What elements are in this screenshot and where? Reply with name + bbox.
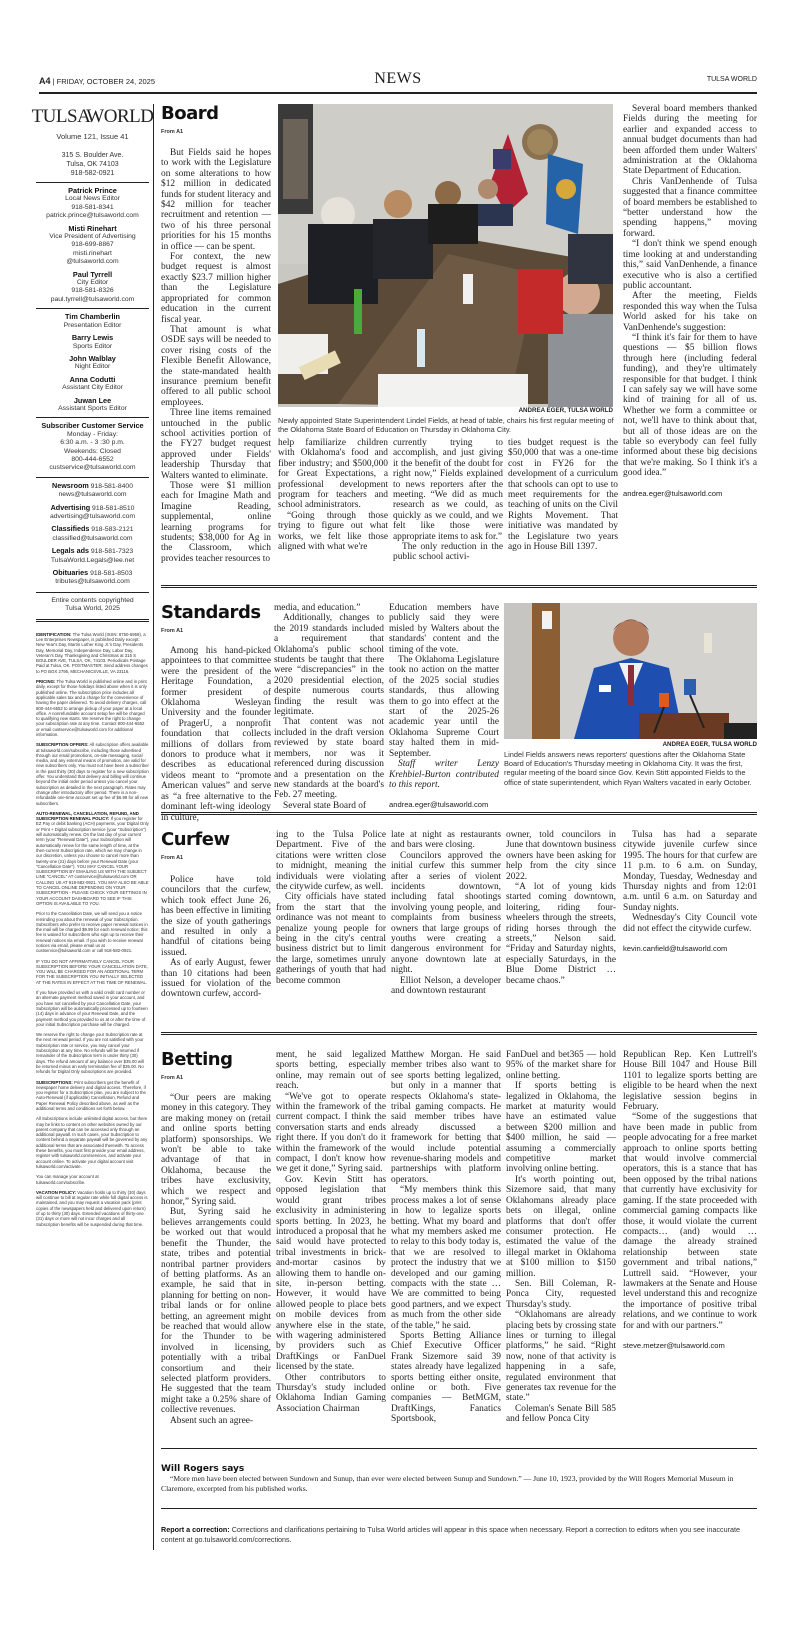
email-link[interactable]: misti.rinehart @tulsaworld.com [66,249,119,266]
legal-paragraph: IDENTIFICATION: The Tulsa World (ISSN: 8750-5959), a Lee Enterprises Newspaper, is published Daily except: New Year's Day, Martin Luther King Jr.'s Day, Presidents Day, Memorial Day, Independence Day, Labor Day, Veteran's Day, Thanksgiving and Christmas at 315 S BOULDER AVE, TULSA, OK, 74103. Periodicals Postage Paid at Tulsa, OK. POSTMASTER: Send address changes to PO BOX 2795, MECHANICSVILLE, VA 23116. [36,631,148,674]
contact-legals: Legals ads 918-581-7323 TulsaWorld.Legals@lee.net [36,547,149,565]
staff-entry: Misti Rinehart Vice President of Advertising 918-699-8867 misti.rinehart @tulsaworld.com [36,225,149,267]
legal-paragraph: VACATION POLICY: Vacation holds up to thirty (30) days will continue to bill at regular rate while full digital access is maintained, and you may request a vacation pack (print copies of the newspapers held and delivered upon return) of up to thirty (30) days. Extended vacations of thirty-one (31) days or more will not incur charges and all Subscription benefits will be suspended during that time. [36,1189,148,1227]
staff-group-senior [36,187,149,309]
email-link[interactable]: tributes@tulsaworld.com [55,578,130,586]
volume-issue: Volume 121, Issue 41 [56,132,129,141]
copyright-notice: Entire contents copyrighted Tulsa World, 2025 [36,592,149,622]
legal-paragraph: PRICING: The Tulsa World is published online and in print daily, except for those holidays listed above when it is only published online. The subscription price includes all applicable sales tax and a charge for the convenience of having the paper delivered. To avoid delivery charges, call 800-444-6552 to arrange pickup of your paper at a local office. A nonrefundable account setup fee will be charged to qualifying new starts. We reserve the right to change your subscription rate at any time. Contact 800-444-6552 or email custservice@tulsaworld.com for additional information. [36,679,147,737]
board-meeting-image [278,104,613,407]
section-divider [161,1032,757,1036]
fields-press-image [504,603,757,739]
contact-advertising: Advertising 918-581-8510 advertising@tulsaworld.com [36,504,149,522]
author-email[interactable]: steve.metzer@tulsaworld.com [623,1340,725,1350]
betting-column-3: Matthew Morgan. He said member tribes also want to see sports betting legalized, but only in a manner that respects Oklahoma's state-tribal gaming compacts. He said member tribes have already discussed a framework for betting that would include potential revenue-sharing models and partnerships with platform operators. “My members think this process makes a lot of sense in how to legalize sports betting. What my board and what my members asked me to relay to this body today is, that we are resolved to protect the industry that we developed and our gaming compacts with the state … We are committed to being good partners, and we expect as much from the other side of the table,” he said. Sports Betting Alliance Chief Executive Officer Frank Sizemore said 39 states already have legalized sports betting either onsite, online or both. Five companies — BetMGM, DraftKings, Fanatics Sportsbook, [391,1050,501,1425]
board-column-2: help familiarize children with Oklahoma's food and fiber industry; and $500,000 for Great Expectations, a professional development program for teachers and school administrators. “Going through those trying to figure out what works, we felt like those aligned with what we're [278,438,388,553]
department-contacts [36,482,149,587]
board-column-3: currently trying to accomplish, and just giving it the benefit of the doubt for right now,” Fields explained to news reporters after the meeting. “We did as much research as we could, as quickly as we could, and we felt like those were appropriate items to ask for.” The only reduction in the public school activi- [393,438,503,563]
betting-column-5: Republican Rep. Ken Luttrell's House Bill 1047 and House Bill 1101 to legalize sports betting are eligible to be heard when the next legislative session begins in February. “Some of the suggestions that have been made in public from people advocating for a free market approach to online sports betting that would involve commercial operators, this is a stance that has been opposed by the tribal nations that currently have exclusivity for gaming. If the state proceeded with commercial gaming compacts like those, it would violate the current compacts… (and) would … damage the already strained relationship between state government and tribal nations,” Luttrell said. “However, your lawmakers at the Senate and House level understand this and recognize the importance of positive tribal relations, and we continue to work for and with our partners.” steve.metzer@tulsaworld.com [623,1050,757,1350]
staff-entry: Anna Codutti Assistant City Editor [62,374,123,392]
photo-caption: Newly appointed State Superintendent Lindel Fields, at head of table, chairs his first regular meeting of the Oklahoma State Board of Education on Thursday in Oklahoma City. [278,416,614,435]
article-headline: Standards [161,602,261,623]
email-link[interactable]: paul.tyrrell@tulsaworld.com [50,295,135,303]
section-divider [161,1448,757,1449]
article-headline: Board [161,103,219,124]
legal-paragraph: All Subscriptions include unlimited digital access, but there may be links to content on other websites owned by our parent company that can be accessed only through an additional paywall. In such cases, your Subscription to content behind a separate paywall will be governed by any additional terms that are associated therewith. To access these benefits, you must first provide your email address, register with tulsaworld.com/services, and activate your account online. To activate your digital account visit tulsaworld.com/activate. [36,1116,148,1169]
email-link[interactable]: TulsaWorld.Legals@lee.net [50,556,135,564]
tulsa-world-logo: TULSA WORLD [31,106,154,127]
jump-line: From A1 [161,855,184,861]
correction-notice [161,1525,757,1544]
page-folio: A4 | FRIDAY, OCTOBER 24, 2025 [39,76,156,86]
photo-credit: ANDREA EGER, TULSA WORLD [518,407,613,414]
legal-paragraph: You can manage your account at tulsaworld.com/subscribe. [36,1174,99,1185]
author-email[interactable]: andrea.eger@tulsaworld.com [389,800,489,810]
board-column-5: Several board members thanked Fields during the meeting for earlier and expanded access to annual budget documents than had been afforded them under Walters' administration at the Oklahoma State Department of Education. Chris VanDenhende of Tulsa suggested that a finance committee of board members be established to “better understand how the spending happens,” moving forward. “I don't think we spend enough time looking at and understanding this,” said VanDenhende, a finance executive who is also a certified public accountant. After the meeting, Fields responded this way when the Tulsa World asked for his take on VanDenhende's suggestion: “I think it's fair for them to have questions — $5 billion flows through here (including federal funding), and they're ultimately responsible for that budget. I think I can safely say we will have some kind of training for all of us. Whether we form a committee or not, we'll have to think about that, but all of those ideas are on the table so everybody can feel fully informed about these big decisions that we're making. So I think it's a good idea.” andrea.eger@tulsaworld.com [623,104,757,498]
fields-press-photo [504,603,757,739]
legal-paragraph: We reserve the right to change your Subscription rate at the next renewal period. If you are not satisfied with your Subscription rate or service, you may cancel your Subscription at any time. No refunds will be returned if remainder of the Subscription term is under thirty (30) days. The refund amount of any balance over $35.00 will be returned minus an early termination fee of $35.00. No refunds for Digital Only subscriptions are provided. [36,1032,144,1075]
staff-entry: Paul Tyrrell City Editor 918-581-8326 paul.tyrrell@tulsaworld.com [36,271,149,305]
author-email[interactable]: kevin.canfield@tulsaworld.com [623,944,728,954]
email-link[interactable]: classified@tulsaworld.com [52,534,133,542]
legal-paragraph: Prior to the Cancellation Date, we will send you a notice reminding you about the renewal of your Subscription. Subscribers who prefer to receive paper renewal notices in the mail will be charged $9.99 for each renewal notice; this fee is waived for subscribers who sign up to receive their renewal notices via email. If you wish to receive renewal notices via email, please email us at custservice@tulsaworld.com or call 918-582-0921. [36,911,148,954]
standards-column-2: media, and education.” Additionally, changes to the 2019 standards included a requirement that Oklahoma's public school students be taught that there were “discrepancies” in the 2020 presidential election, despite numerous courts finding the result was legitimate. That content was not included in the draft version reviewed by state board members, nor was it referenced during discussion and a presentation on the new standards at the board's Feb. 27 meeting. Several state Board of [274,603,384,811]
contact-classifieds: Classifieds 918-583-2121 classified@tulsaworld.com [36,525,149,543]
curfew-column-3: late at night as restaurants and bars were closing. Councilors approved the initial curfew this summer after a series of violent incidents downtown, including fatal shootings involving young people, and complaints from business owners that large groups of youths were creating a dangerous environment for anyone downtown late at night. Elliot Nelson, a developer and downtown restaurant [391,830,501,997]
article-headline: Betting [161,1049,233,1070]
section-divider [161,585,757,589]
jump-line: From A1 [161,1075,184,1081]
staff-entry: John Walblay Night Editor [69,353,116,371]
contact-obituaries: Obituaries 918-581-8503 tributes@tulsaworld.com [36,569,149,587]
email-link[interactable]: advertising@tulsaworld.com [49,513,136,520]
board-column-4: ties budget request is the $50,000 that was a one-time cost in FY26 for the development of a curriculum that schools can opt to use to meet requirements for the teaching of units on the Civil Rights Movement. That initiative was mandated by the Legislature two years ago in House Bill 1397. [508,438,618,553]
customer-service: Subscriber Customer Service Monday - Friday: 6:30 a.m. - 3 :30 p.m. Weekends: Closed 800-444-6552 custservice@tulsaworld.com [36,422,149,477]
will-rogers-quote: “More men have been elected between Sundown and Sunup, than ever were elected between Sunup and Sundown.” — June 10, 1923, provided by the Will Rogers Memorial Museum in Claremore, excerpted from his published works. [161,1474,734,1493]
legal-paragraph: IF YOU DO NOT AFFIRMATIVELY CANCEL YOUR SUBSCRIPTION BEFORE YOUR CANCELLATION DATE, YOU WILL BE CHARGED FOR AN ADDITIONAL TERM FOR THE SUBSCRIPTION YOU INITIALLY SELECTED AT THE RATES IN EFFECT AT THE TIME OF RENEWAL. [36,958,148,985]
betting-column-1: “Our peers are making money in this category. They are making money on (retail and online sports betting platform) sponsorships. We won't be able to take advantage of that in Oklahoma, because the tribes have exclusivity, which we respect and honor,” Syring said. But, Syring said he believes arrangements could be worked out that would benefit the Thunder, the state, tribes and potential nontribal partner providers of betting platforms. As an example, he said that in planning for betting on non-tribal lands or for online betting, an agreement might be reached that would allow for the Thunder to be involved in licensing, potentially with a tribal consortium and their selected platform providers. He suggested that the team might take a 0.25% share of collective revenues. Absent such an agree- [161,1093,271,1426]
curfew-column-5: Tulsa has had a separate citywide juvenile curfew since 1995. The hours for that curfew are 11 p.m. to 6 a.m. on Sunday, Monday, Tuesday, Wednesday and Thursday nights and from 12:01 a.m. until 6 a.m. on Saturday and Sunday nights. Wednesday's City Council vote did not effect the citywide curfew. kevin.canfield@tulsaworld.com [623,830,757,954]
staff-sidebar [31,104,154,1232]
email-link[interactable]: custservice@tulsaworld.com [49,464,136,472]
curfew-column-2: ing to the Tulsa Police Department. Five of the citations were written close to midnight, meaning the individuals were violating the citywide curfew, as well. City officials have stated from the start that the ordinance was not meant to penalize young people for being in the city's central business district but to limit the large, sometimes unruly gatherings of youth that had become common [276,830,386,986]
contributor-note: Staff writer Lenzy Krehbiel-Burton contributed to this report. [389,759,499,790]
page-date: FRIDAY, OCTOBER 24, 2025 [56,77,156,86]
page-header [39,70,757,94]
email-link[interactable]: patrick.prince@tulsaworld.com [46,212,139,220]
legal-paragraph: SUBSCRIPTIONS: Print subscribers get the benefit of newspaper home delivery and digital access. Therefore, if you register for a Subscription plan, you are subject to the Auto-Renewal (if applicable) Cancellation, Refund and Paper Renewal Policy described above, as well as the additional terms and conditions set forth below. [36,1079,146,1111]
legal-paragraph: If you have provided us with a valid credit card number or an alternate payment method saved in your account, and you have not cancelled by your Cancellation Date, your Subscription will be automatically processed up to fourteen (14) days in advance of your Renewal Date, and the payment method you provided to us at or after the time of your initial Subscription purchase will be charged. [36,990,148,1027]
office-address: 315 S. Boulder Ave. Tulsa, OK 74103 918-582-0921 [36,151,149,183]
page-number: A4 [39,76,51,86]
correction-text: Corrections and clarifications pertaining to Tulsa World articles will appear in this space when necessary. Report a correction to editors when you see inaccurate content at go.tulsaworld.com/corrections. [161,1525,740,1544]
legal-paragraph: SUBSCRIPTION OFFERS: All subscription offers available at tulsaworld.com/subscribe, including those advertised through our email promotions, on-site messaging, social media, and any external means of promotion, are valid for new subscribers only. You must not have been a subscriber in the past thirty (30) days to register for a new subscription offer. You understand that delivery and billing will continue beyond the initial order period unless you cancel your subscription as detailed in the next paragraph. Rates may change after introductory offer period. There is a non-refundable one-time account set up fee of $6.99 for all new subscribers. [36,742,149,806]
article-headline: Curfew [161,829,230,850]
will-rogers-title: Will Rogers says [161,1464,245,1474]
standards-column-1: Among his hand-picked appointees to that committee were the president of the Heritage Foundation, a former president of Oklahoma Wesleyan University and the founder of PragerU, a nonprofit foundation that collects millions of dollars from donors to produce what it describes as educational videos meant to “promote American values” and serve as “a free alternative to the dominant left-wing ideology in culture, [161,646,271,823]
paper-name: TULSA WORLD [706,76,757,83]
section-divider [161,812,757,816]
email-link[interactable]: news@tulsaworld.com [58,491,127,499]
photo-credit: ANDREA EGER, TULSA WORLD [662,741,757,748]
contact-newsroom: Newsroom 918-581-8400 news@tulsaworld.com [36,482,149,500]
staff-entry: Tim Chamberlin Presentation Editor [63,312,122,329]
section-divider [161,1508,757,1509]
sidebar-divider [153,104,154,1550]
curfew-column-4: owner, told councilors in June that downtown business owners have been asking for help from the city since 2022. “A lot of young kids started coming downtown, loitering, riding four-wheelers through the streets, riding horses through the streets,” Nelson said. “Friday and Saturday nights, especially Saturdays, in the Blue Dome District … became chaos.” [506,830,616,986]
photo-caption: Lindel Fields answers news reporters' questions after the Oklahoma State Board of Education's Thursday meeting in Oklahoma City. It was the first, regular meeting of the board since Gov. Kevin Stitt appointed Fields to the office of state superintendent, which Ryan Walters vacated in early October. [504,750,752,787]
section-title: NEWS [374,70,422,87]
jump-line: From A1 [161,129,184,135]
staff-entry: Juwan Lee Assistant Sports Editor [58,395,127,412]
will-rogers-box [161,1464,757,1493]
staff-entry: Patrick Prince Local News Editor 918-581-8341 patrick.prince@tulsaworld.com [36,187,149,221]
board-meeting-photo [278,104,613,407]
curfew-column-1: Police have told councilors that the curfew, which took effect June 26, has been effective in limiting the size of youth gatherings and resulted in only a handful of citations being issued. As of early August, fewer than 10 citations had been issued for violation of the downtown curfew, accord- [161,875,271,1000]
legal-paragraph: AUTO-RENEWAL, CANCELLATION, REFUND, AND SUBSCRIPTION RENEWAL POLICY: If you register for EZ Pay or debit banking (ACH) payments, your Digital Only or Print + Digital subscription service (your "Subscription") will automatically renew. On the last day of your current term (your "Renewal Date"), your Subscription will automatically renew for the same length of time, at the then-current Subscription rate, which we may change in our discretion, unless you choose to cancel more than twenty-one (21) days before your Renewal Date (your "Cancellation Date"). YOU MAY CANCEL YOUR SUBSCRIPTION BY EMAILING US WITH THE SUBJECT LINE "CANCEL" AT custservice@tulsaworld.com OR CALLING US AT 918-582-0921. YOU MAY ALSO BE ABLE TO CANCEL ONLINE DEPENDING ON YOUR SUBSCRIPTION - PLEASE CHECK YOUR SETTINGS IN YOUR ACCOUNT DASHBOARD TO SEE IF THIS OPTION IS AVAILABLE TO YOU. [36,810,149,906]
jump-line: From A1 [161,628,184,634]
betting-column-2: ment, he said legalized sports betting, especially online, may remain out of reach. “We've got to operate within the framework of the current compact. I think the conversation starts and ends right there. If you don't do it within the framework of the compact, I don't know how we get it done,” Syring said. Gov. Kevin Stitt has opposed legislation that would grant tribes exclusivity in administering sports betting. In 2023, he introduced a proposal that he said would have protected tribal investments in brick-and-mortar casinos by allowing them to handle on-site, in-person betting. However, it would have allowed people to place bets on mobile devices from anywhere else in the state, with wagering administered by providers such as DraftKings or FanDuel licensed by the state. Other contributors to Thursday's study included Oklahoma Indian Gaming Association Chairman [276,1050,386,1414]
staff-group-editors [36,313,149,418]
legal-notices [36,632,149,1227]
correction-label: Report a correction: [161,1525,230,1534]
board-column-1: But Fields said he hopes to work with the Legislature on some alterations to how $12 million in dedicated funds for student literacy and $42 million for teacher recruitment and retention — two of his three personal priorities for his 15 months in office — can be spent. For context, the new budget request is almost exactly $23.7 million higher than the Legislature appropriated for common education in the current fiscal year. That amount is what OSDE says will be needed to cover rising costs of the Flexible Benefit Allowance, the state-mandated health insurance premium benefit offered to all public school employees. Three line items remained untouched in the public school activities portion of the FY27 budget request approved under Fields' leadership Thursday that Walters wanted to eliminate. Those were $1 million each for Imagine Math and Imagine Reading, supplemental, online learning programs for students; $38,000 for Ag in the Classroom, which provides teacher resources to [161,148,271,564]
betting-column-4: FanDuel and bet365 — hold 95% of the market share for online betting. If sports betting is legalized in Oklahoma, the market at maturity would have an estimated value between $200 million and $400 million, he said — assuming a commercially competitive market involving online betting. It's worth pointing out, Sizemore said, that many Oklahomans already place bets on illegal, online platforms that don't offer consumer protection. He estimated the value of the illegal market in Oklahoma at $100 million to $150 million. Sen. Bill Coleman, R-Ponca City, requested Thursday's study. “Oklahomans are already placing bets by crossing state lines or turning to illegal platforms,” he said. “Right now, none of that activity is happening in a safe, regulated environment that generates tax revenue for the state.” Coleman's Senate Bill 585 and fellow Ponca City [506,1050,616,1425]
standards-column-3: Education members have publicly said they were misled by Walters about the standards' content and the timing of the vote. The Oklahoma Legislature took no action on the matter of the 2025 social studies standards, thus allowing them to go into effect at the start of the 2025-26 academic year until the Oklahoma Supreme Court stay halted them in mid-September. Staff writer Lenzy Krehbiel-Burton contributed to this report. andrea.eger@tulsaworld.com [389,603,499,810]
staff-entry: Barry Lewis Sports Editor [71,333,114,350]
author-email[interactable]: andrea.eger@tulsaworld.com [623,488,723,498]
